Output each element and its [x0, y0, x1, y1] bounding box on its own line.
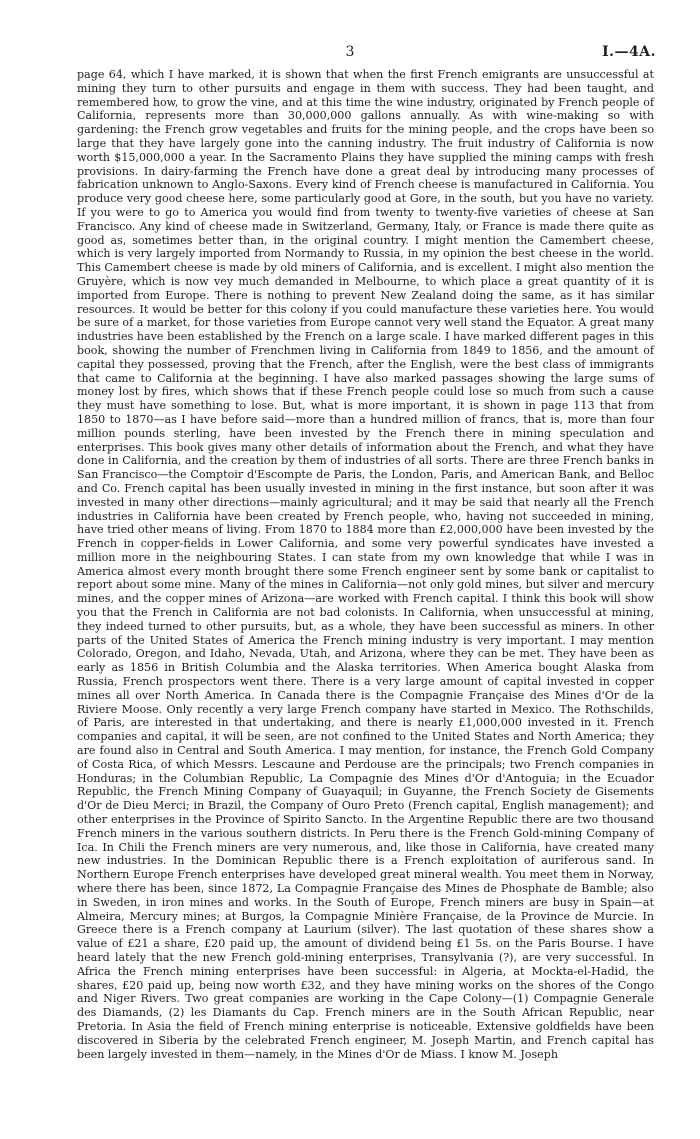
body-paragraph: page 64, which I have marked, it is shown that when the first French emigrants are unsuccessful at mining they turn to other pursuits and engage in them with success. They had been taught, and remembered how, to grow the vine, and at this time the wine industry, originated by French people of California, represents more than 30,000,000 gallons annually. As with wine-making so with gardening: the French grow vegetables and fruits for the mining people, and the crops have been so large that they have largely gone into the canning industry. The fruit industry of California is now worth $15,000,000 a year. In the Sacramento Plains they have supplied the mining camps with fresh provisions. In dairy-farming the French have done a great deal by introducing many processes of fabrication unknown to Anglo-Saxons. Every kind of French cheese is manufactured in California. You produce very good cheese here, some particularly good at Gore, in the south, but you have no variety. If you were to go to America you would find from twenty to twenty-five varieties of cheese at San Francisco. Any kind of cheese made in Switzerland, Germany, Italy, or France is made there quite as good as, sometimes better than, in the original country. I might mention the Camembert cheese, which is very largely imported from Normandy to Russia, in my opinion the best cheese in the world. This Camembert cheese is made by old miners of California, and is excellent. I might also mention the Gruyère, which is now vey much demanded in Melbourne, to which place a great quantity of it is imported from Europe. There is nothing to prevent New Zealand doing the same, as it has similar resources. It would be better for this colony if you could manufacture these varieties here. You would be sure of a market, for those varieties from Europe cannot very well stand the Equator. A great many industries have been established by the French on a large scale. I have marked different pages in this book, showing the number of Frenchmen living in California from 1849 to 1856, and the amount of capital they possessed, proving that the French, after the English, were the best class of immigrants that came to California at the beginning. I have also marked passages showing the large sums of money lost by fires, which shows that if these French people could lose so much from such a cause they must have something to lose. But, what is more important, it is shown in page 113 that from 1850 to 1870—as I have before said—more than a hundred million of francs, that is, more than four million pounds sterling, have been invested by the French there in mining speculation and enterprises. This book gives many other details of information about the French, and what they have done in California, and the creation by them of industries of all sorts. There are three French banks in San Francisco—the Comptoir d'Escompte de Paris, the London, Paris, and American Bank, and Belloc and Co. French capital has been usually invested in mining in the first instance, but soon after it was invested in many other directions—mainly agricultural; and it may be said that nearly all the French industries in California have been created by French people, who, having not succeeded in mining, have tried other means of living. From 1870 to 1884 more than £2,000,000 have been invested by the French in copper-fields in Lower California, and some very powerful syndicates have invested a million more in the neighbouring States. I can state from my own knowledge that while I was in America almost every month brought there some French engineer sent by some bank or capitalist to report about some mine. Many of the mines in California—not only gold mines, but silver and mercury mines, and the copper mines of Arizona—are worked with French capital. I think this book will show you that the French in California are not bad colonists. In California, when unsuccessful at mining, they indeed turned to other pursuits, but, as a whole, they have been successful as miners. In other parts of the United States of America the French mining industry is very important. I may mention Colorado, Oregon, and Idaho, Nevada, Utah, and Arizona, where they can be met. They have been as early as 1856 in British Columbia and the Alaska territories. When America bought Alaska from Russia, French prospectors went there. There is a very large amount of capital invested in copper mines all over North America. In Canada there is the Compagnie Française des Mines d'Or de la Riviere Moose. Only recently a very large French company have started in Mexico. The Rothschilds, of Paris, are interested in that undertaking, and there is nearly £1,000,000 invested in it. French companies and capital, it will be seen, are not confined to the United States and North America; they are found also in Central and South America. I may mention, for instance, the French Gold Company of Costa Rica, of which Messrs. Lescaune and Perdouse are the principals; two French companies in Honduras; in the Columbian Republic, La Compagnie des Mines d'Or d'Antoguia; in the Ecuador Republic, the French Mining Company of Guayaquil; in Guyanne, the French Society de Gisements d'Or de Dieu Merci; in Brazil, the Company of Ouro Preto (French capital, English management); and other enterprises in the Province of Spirito Sancto. In the Argentine Republic there are two thousand French miners in the various southern districts. In Peru there is the French Gold-mining Company of Ica. In Chili the French miners are very numerous, and, like those in California, have created many new industries. In the Dominican Republic there is a French exploitation of auriferous sand. In Northern Europe French enterprises have developed great mineral wealth. You meet them in Norway, where there has been, since 1872, La Compagnie Française des Mines de Phosphate de Bamble; also in Sweden, in iron mines and works. In the South of Europe, French miners are busy in Spain—at Almeira, Mercury mines; at Burgos, la Compagnie Minière Française, de la Province de Murcie. In Greece there is a French company at Laurium (silver). The last quotation of these shares show a value of £21 a share, £20 paid up, the amount of dividend being £1 5s. on the Paris Bourse. I have heard lately that the new French gold-mining enterprises, Transylvania (?), are very successful. In Africa the French mining enterprises have been successful: in Algeria, at Mockta-el-Hadid, the shares, £20 paid up, being now worth £32, and they have mining works on the shores of the Congo and Niger Rivers. Two great companies are working in the Cape Colony—(1) Compagnie Generale des Diamands, (2) les Diamants du Cap. French miners are in the South African Republic, near Pretoria. In Asia the field of French mining enterprise is noticeable. Extensive goldfields have been discovered in Siberia by the celebrated French engineer, M. Joseph Martin, and French capital has been largely invested in them—namely, in the Mines d'Or de Miass. I know M. Joseph	[77, 68, 654, 1061]
body-text	[77, 68, 654, 1061]
page-number: 3	[345, 44, 355, 60]
page-header	[0, 44, 700, 64]
paper-reference: I.—4A.	[602, 44, 656, 60]
